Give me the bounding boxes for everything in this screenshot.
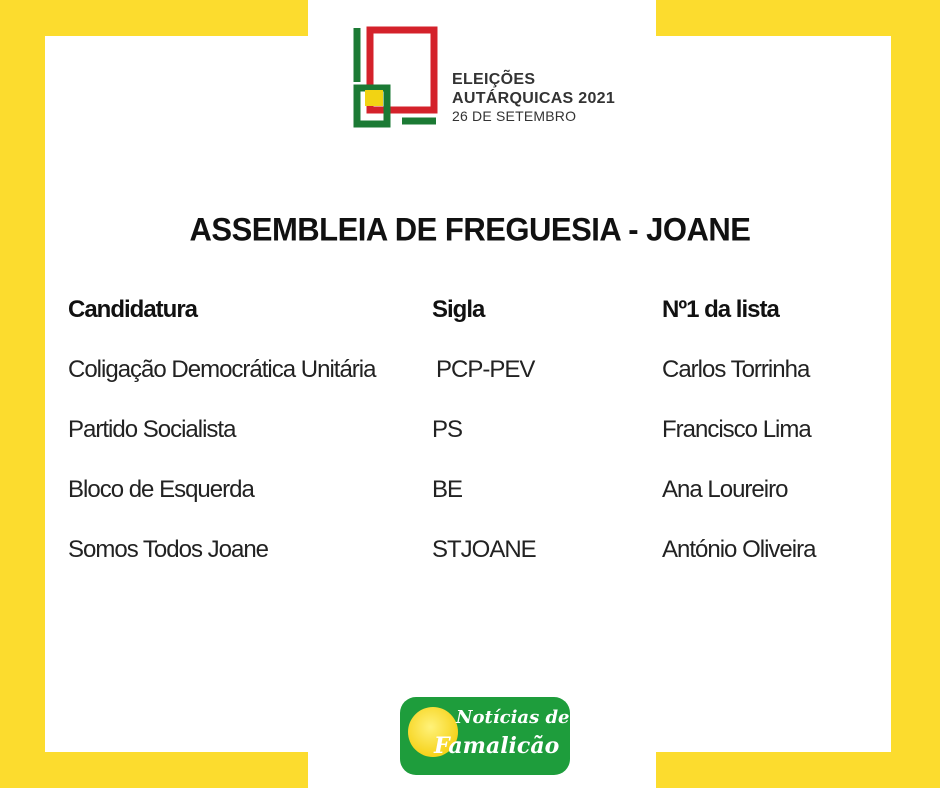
- cell-numero-um: António Oliveira: [662, 536, 816, 563]
- cell-numero-um: Carlos Torrinha: [662, 356, 810, 383]
- logo-text: [452, 70, 615, 124]
- page-title: ASSEMBLEIA DE FREGUESIA - JOANE: [189, 211, 751, 248]
- logo-line-1: ELEIÇÕES: [452, 71, 536, 88]
- candidates-table: [68, 296, 868, 596]
- elections-logo-icon: [352, 26, 442, 128]
- cell-sigla: PCP-PEV: [436, 356, 535, 383]
- table-row: [68, 476, 868, 536]
- cell-candidatura: Bloco de Esquerda: [68, 476, 254, 503]
- badge-line-1: Notícias de: [456, 707, 570, 728]
- cell-numero-um: Ana Loureiro: [662, 476, 788, 503]
- table-header-row: [68, 296, 868, 356]
- header-numero-um: Nº1 da lista: [662, 296, 779, 323]
- cell-sigla: PS: [432, 416, 463, 443]
- header-sigla: Sigla: [432, 296, 485, 323]
- logo-date: 26 DE SETEMBRO: [452, 108, 577, 124]
- cell-candidatura: Somos Todos Joane: [68, 536, 269, 563]
- table-row: [68, 356, 868, 416]
- cell-candidatura: Coligação Democrática Unitária: [68, 356, 376, 383]
- cell-sigla: BE: [432, 476, 463, 503]
- badge-line-2: Famalicão: [434, 733, 560, 759]
- table-row: [68, 416, 868, 476]
- cell-sigla: STJOANE: [432, 536, 536, 563]
- cell-candidatura: Partido Socialista: [68, 416, 236, 443]
- logo-line-2: AUTÁRQUICAS 2021: [452, 90, 616, 107]
- cell-numero-um: Francisco Lima: [662, 416, 811, 443]
- header-candidatura: Candidatura: [68, 296, 198, 323]
- table-row: [68, 536, 868, 596]
- noticias-de-famalicao-logo: [400, 697, 570, 775]
